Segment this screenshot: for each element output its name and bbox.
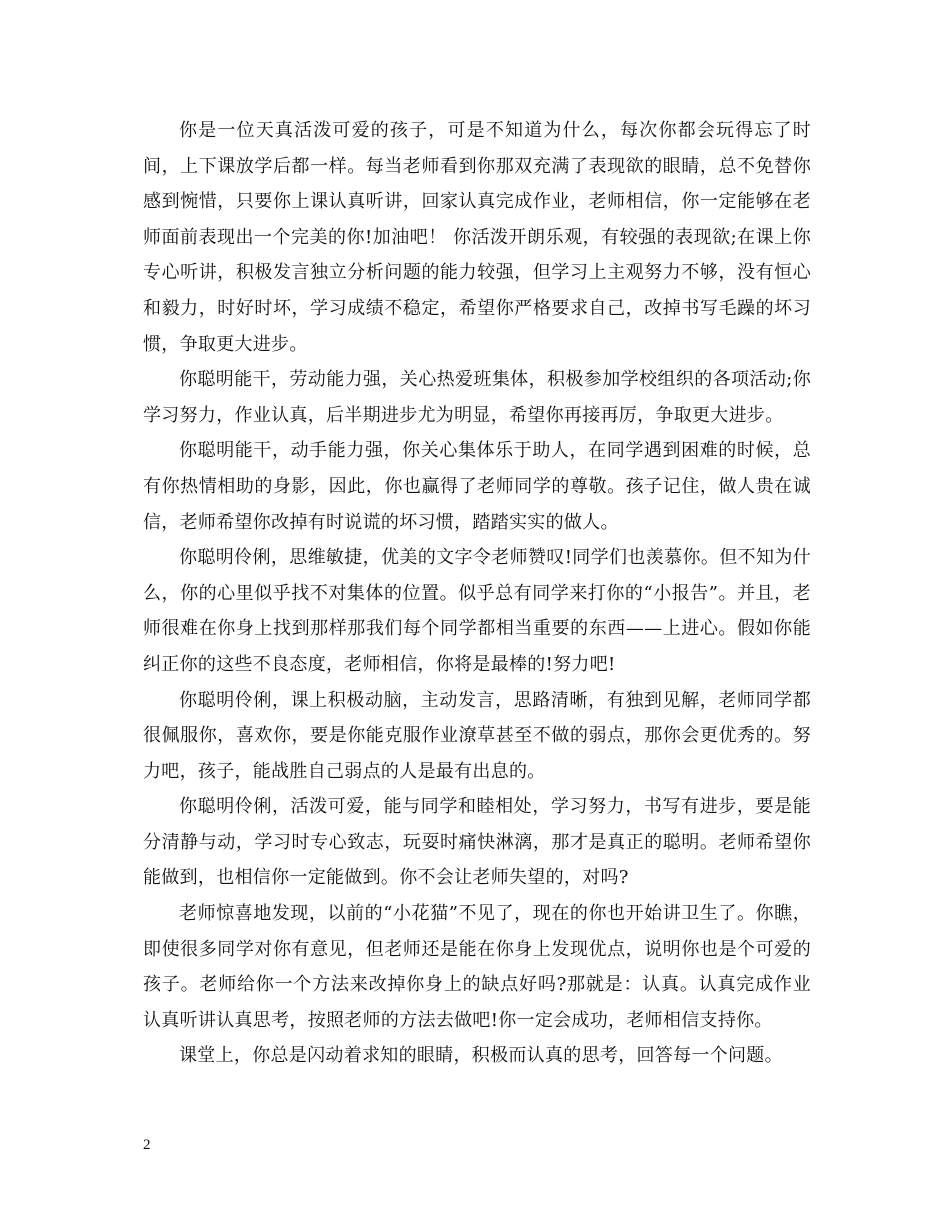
paragraph-8: 课堂上，你总是闪动着求知的眼睛，积极而认真的思考，回答每一个问题。: [179, 1045, 783, 1067]
paragraph-4: 你聪明伶俐，思维敏捷，优美的文字令老师赞叹!同学们也羡慕你。但不知为什么，你的心里似乎找不对集体的位置。似乎总有同学来打你的“小报告”。并且，老师很难在你身上找到那样那我们每个同学都相当重要的东西——上进心。假如你能纠正你的这些不良态度，老师相信，你将是最棒的!努力吧!: [143, 547, 811, 675]
paragraph-5: 你聪明伶俐，课上积极动脑，主动发言，思路清晰，有独到见解，老师同学都很佩服你，喜欢你，要是你能克服作业潦草甚至不做的弱点，那你会更优秀的。努力吧，孩子，能战胜自己弱点的人是最有出息的。: [143, 689, 811, 782]
paragraph-3: 你聪明能干，动手能力强，你关心集体乐于助人，在同学遇到困难的时候，总有你热情相助的身影，因此，你也赢得了老师同学的尊敬。孩子记住，做人贵在诚信，老师希望你改掉有时说谎的坏习惯，踏踏实实的做人。: [143, 440, 811, 533]
paragraph-7: 老师惊喜地发现，以前的“小花猫”不见了，现在的你也开始讲卫生了。你瞧，即使很多同学对你有意见，但老师还是能在你身上发现优点，说明你也是个可爱的孩子。老师给你一个方法来改掉你身上的缺点好吗?那就是：认真。认真完成作业认真听讲认真思考，按照老师的方法去做吧!你一定会成功，老师相信支持你。: [143, 903, 811, 1031]
paragraph-6: 你聪明伶俐，活泼可爱，能与同学和睦相处，学习努力，书写有进步，要是能分清静与动，学习时专心致志，玩耍时痛快淋漓，那才是真正的聪明。老师希望你能做到，也相信你一定能做到。你不会让老师失望的，对吗?: [143, 796, 811, 889]
paragraph-2: 你聪明能干，劳动能力强，关心热爱班集体，积极参加学校组织的各项活动;你学习努力，作业认真，后半期进步尤为明显，希望你再接再厉，争取更大进步。: [143, 369, 811, 426]
page-body: [143, 113, 811, 1074]
page-number: 2: [143, 1137, 151, 1153]
paragraph-1: 你是一位天真活泼可爱的孩子，可是不知道为什么，每次你都会玩得忘了时间，上下课放学后都一样。每当老师看到你那双充满了表现欲的眼睛，总不免替你感到惋惜，只要你上课认真听讲，回家认真完成作业，老师相信，你一定能够在老师面前表现出一个完美的你!加油吧！ 你活泼开朗乐观，有较强的表现欲;在课上你专心听讲，积极发言独立分析问题的能力较强，但学习上主观努力不够，没有恒心和毅力，时好时坏，学习成绩不稳定，希望你严格要求自己，改掉书写毛躁的坏习惯，争取更大进步。: [143, 120, 811, 355]
